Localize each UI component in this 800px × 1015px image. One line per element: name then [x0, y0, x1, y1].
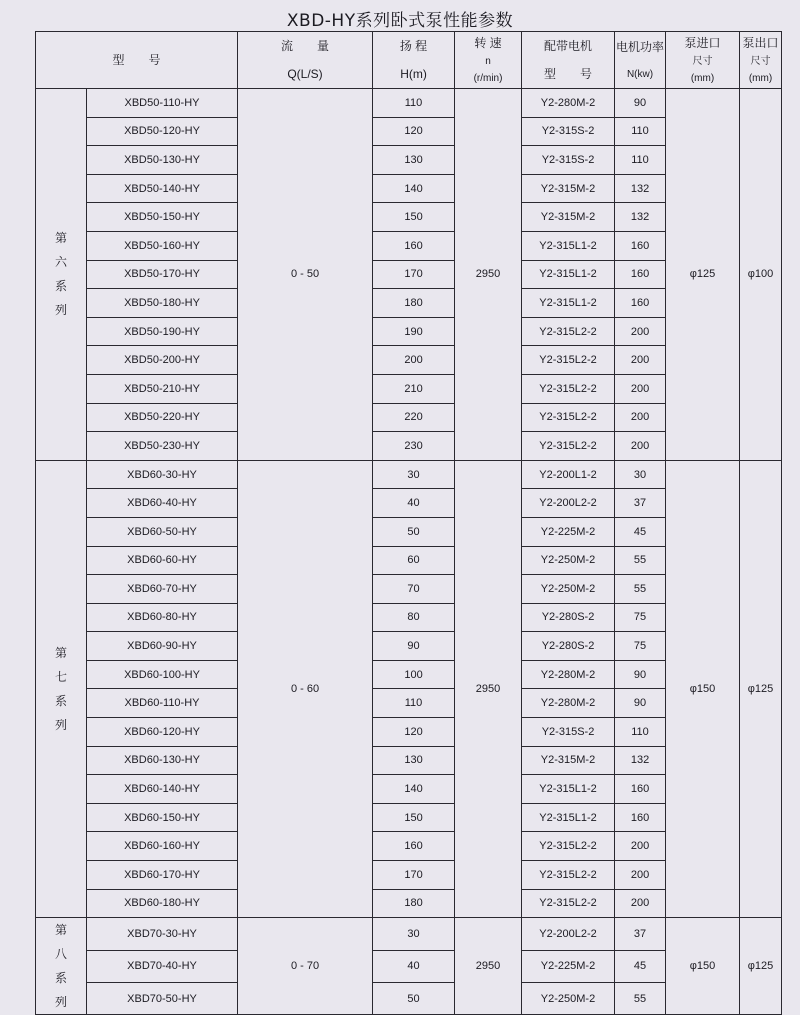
cell-inlet: φ125 [666, 89, 740, 461]
cell-motor: Y2-200L2-2 [522, 489, 615, 518]
cell-model: XBD60-30-HY [87, 460, 238, 489]
cell-power: 200 [615, 832, 666, 861]
cell-motor: Y2-315M-2 [522, 746, 615, 775]
cell-power: 200 [615, 889, 666, 918]
cell-motor: Y2-315M-2 [522, 174, 615, 203]
series-label [36, 460, 87, 918]
cell-head: 130 [373, 746, 455, 775]
cell-head: 40 [373, 950, 455, 982]
header-outlet: 泵出口 尺寸 (mm) [740, 32, 782, 89]
cell-motor: Y2-280M-2 [522, 689, 615, 718]
cell-head: 30 [373, 918, 455, 950]
cell-power: 55 [615, 546, 666, 575]
cell-head: 60 [373, 546, 455, 575]
cell-power: 45 [615, 517, 666, 546]
cell-model: XBD50-220-HY [87, 403, 238, 432]
cell-head: 80 [373, 603, 455, 632]
cell-model: XBD60-100-HY [87, 660, 238, 689]
cell-flow: 0 - 60 [238, 460, 373, 918]
cell-head: 30 [373, 460, 455, 489]
series-char: 列 [54, 303, 67, 318]
cell-model: XBD60-110-HY [87, 689, 238, 718]
cell-motor: Y2-250M-2 [522, 982, 615, 1014]
cell-motor: Y2-315S-2 [522, 117, 615, 146]
table-row [36, 89, 782, 118]
series-char: 系 [54, 971, 67, 986]
cell-motor: Y2-280S-2 [522, 632, 615, 661]
cell-model: XBD60-160-HY [87, 832, 238, 861]
cell-model: XBD50-140-HY [87, 174, 238, 203]
table-body [36, 89, 782, 1015]
cell-model: XBD60-150-HY [87, 803, 238, 832]
cell-flow: 0 - 70 [238, 918, 373, 1015]
cell-model: XBD50-160-HY [87, 231, 238, 260]
cell-motor: Y2-315L2-2 [522, 317, 615, 346]
series-char: 系 [54, 693, 67, 708]
cell-model: XBD50-180-HY [87, 289, 238, 318]
cell-power: 110 [615, 117, 666, 146]
cell-head: 160 [373, 231, 455, 260]
cell-head: 120 [373, 718, 455, 747]
cell-power: 37 [615, 489, 666, 518]
header-inlet: 泵进口 尺寸 (mm) [666, 32, 740, 89]
cell-motor: Y2-315S-2 [522, 718, 615, 747]
cell-head: 170 [373, 861, 455, 890]
cell-power: 75 [615, 632, 666, 661]
cell-head: 220 [373, 403, 455, 432]
cell-head: 40 [373, 489, 455, 518]
cell-model: XBD50-210-HY [87, 374, 238, 403]
cell-model: XBD60-60-HY [87, 546, 238, 575]
cell-power: 160 [615, 775, 666, 804]
cell-power: 132 [615, 746, 666, 775]
cell-power: 110 [615, 146, 666, 175]
series-char: 第 [54, 923, 67, 938]
cell-motor: Y2-315L1-2 [522, 775, 615, 804]
table-row [36, 918, 782, 950]
cell-head: 120 [373, 117, 455, 146]
cell-model: XBD60-50-HY [87, 517, 238, 546]
cell-motor: Y2-250M-2 [522, 575, 615, 604]
cell-power: 200 [615, 346, 666, 375]
cell-model: XBD60-80-HY [87, 603, 238, 632]
cell-power: 160 [615, 803, 666, 832]
cell-speed: 2950 [455, 89, 522, 461]
cell-model: XBD50-150-HY [87, 203, 238, 232]
cell-model: XBD50-230-HY [87, 432, 238, 461]
cell-motor: Y2-225M-2 [522, 517, 615, 546]
series-label [36, 918, 87, 1015]
cell-head: 140 [373, 775, 455, 804]
cell-model: XBD50-170-HY [87, 260, 238, 289]
cell-power: 200 [615, 374, 666, 403]
cell-model: XBD50-110-HY [87, 89, 238, 118]
cell-head: 180 [373, 889, 455, 918]
cell-power: 45 [615, 950, 666, 982]
series-char: 六 [54, 255, 67, 270]
cell-head: 210 [373, 374, 455, 403]
cell-head: 140 [373, 174, 455, 203]
cell-power: 55 [615, 575, 666, 604]
cell-motor: Y2-315L2-2 [522, 832, 615, 861]
pump-spec-table [35, 31, 782, 1015]
cell-motor: Y2-315L2-2 [522, 889, 615, 918]
cell-model: XBD50-190-HY [87, 317, 238, 346]
cell-head: 150 [373, 803, 455, 832]
cell-power: 160 [615, 260, 666, 289]
cell-speed: 2950 [455, 918, 522, 1015]
cell-model: XBD70-30-HY [87, 918, 238, 950]
cell-head: 100 [373, 660, 455, 689]
cell-motor: Y2-315L1-2 [522, 231, 615, 260]
page-title: XBD-HY系列卧式泵性能参数 [286, 11, 514, 31]
cell-head: 190 [373, 317, 455, 346]
cell-head: 180 [373, 289, 455, 318]
header-speed: 转 速 n (r/min) [455, 32, 522, 89]
series-char: 七 [54, 669, 67, 684]
cell-model: XBD50-130-HY [87, 146, 238, 175]
cell-motor: Y2-315L2-2 [522, 432, 615, 461]
header-model: 型 号 [36, 32, 238, 89]
cell-outlet: φ125 [740, 460, 782, 918]
cell-motor: Y2-315L2-2 [522, 374, 615, 403]
header-power: 电机功率 N(kw) [615, 32, 666, 89]
cell-model: XBD70-40-HY [87, 950, 238, 982]
cell-motor: Y2-315L2-2 [522, 861, 615, 890]
cell-motor: Y2-225M-2 [522, 950, 615, 982]
cell-motor: Y2-280M-2 [522, 660, 615, 689]
cell-motor: Y2-315S-2 [522, 146, 615, 175]
cell-model: XBD60-140-HY [87, 775, 238, 804]
cell-power: 75 [615, 603, 666, 632]
cell-inlet: φ150 [666, 460, 740, 918]
header-flow: 流 量 Q(L/S) [238, 32, 373, 89]
cell-model: XBD60-120-HY [87, 718, 238, 747]
cell-motor: Y2-315L2-2 [522, 346, 615, 375]
cell-head: 160 [373, 832, 455, 861]
cell-model: XBD60-130-HY [87, 746, 238, 775]
cell-power: 200 [615, 432, 666, 461]
cell-power: 200 [615, 861, 666, 890]
header-motor: 配带电机 型 号 [522, 32, 615, 89]
cell-motor: Y2-315L1-2 [522, 289, 615, 318]
cell-head: 230 [373, 432, 455, 461]
cell-head: 130 [373, 146, 455, 175]
series-char: 列 [54, 995, 67, 1010]
cell-head: 50 [373, 982, 455, 1014]
cell-motor: Y2-315L1-2 [522, 803, 615, 832]
cell-outlet: φ125 [740, 918, 782, 1015]
cell-head: 200 [373, 346, 455, 375]
cell-head: 110 [373, 89, 455, 118]
cell-outlet: φ100 [740, 89, 782, 461]
series-char: 第 [54, 231, 67, 246]
cell-model: XBD60-70-HY [87, 575, 238, 604]
cell-speed: 2950 [455, 460, 522, 918]
cell-motor: Y2-315L1-2 [522, 260, 615, 289]
series-char: 八 [54, 947, 67, 962]
cell-model: XBD50-200-HY [87, 346, 238, 375]
series-char: 第 [54, 645, 67, 660]
header-head: 扬 程 H(m) [373, 32, 455, 89]
cell-motor: Y2-315L2-2 [522, 403, 615, 432]
cell-flow: 0 - 50 [238, 89, 373, 461]
cell-motor: Y2-200L2-2 [522, 918, 615, 950]
series-label [36, 89, 87, 461]
cell-motor: Y2-280M-2 [522, 89, 615, 118]
cell-power: 37 [615, 918, 666, 950]
cell-motor: Y2-250M-2 [522, 546, 615, 575]
cell-power: 90 [615, 660, 666, 689]
header-row [36, 32, 782, 89]
cell-power: 160 [615, 289, 666, 318]
cell-head: 90 [373, 632, 455, 661]
cell-power: 30 [615, 460, 666, 489]
cell-model: XBD60-170-HY [87, 861, 238, 890]
cell-inlet: φ150 [666, 918, 740, 1015]
cell-power: 160 [615, 231, 666, 260]
cell-model: XBD70-50-HY [87, 982, 238, 1014]
cell-head: 170 [373, 260, 455, 289]
cell-power: 110 [615, 718, 666, 747]
cell-power: 90 [615, 89, 666, 118]
cell-head: 70 [373, 575, 455, 604]
cell-model: XBD60-90-HY [87, 632, 238, 661]
series-char: 系 [54, 279, 67, 294]
cell-head: 50 [373, 517, 455, 546]
cell-model: XBD60-40-HY [87, 489, 238, 518]
table-row [36, 460, 782, 489]
cell-power: 200 [615, 403, 666, 432]
cell-power: 90 [615, 689, 666, 718]
cell-power: 132 [615, 174, 666, 203]
cell-power: 200 [615, 317, 666, 346]
cell-motor: Y2-200L1-2 [522, 460, 615, 489]
cell-model: XBD50-120-HY [87, 117, 238, 146]
cell-power: 132 [615, 203, 666, 232]
cell-power: 55 [615, 982, 666, 1014]
cell-motor: Y2-280S-2 [522, 603, 615, 632]
series-char: 列 [54, 717, 67, 732]
cell-motor: Y2-315M-2 [522, 203, 615, 232]
cell-model: XBD60-180-HY [87, 889, 238, 918]
cell-head: 150 [373, 203, 455, 232]
cell-head: 110 [373, 689, 455, 718]
